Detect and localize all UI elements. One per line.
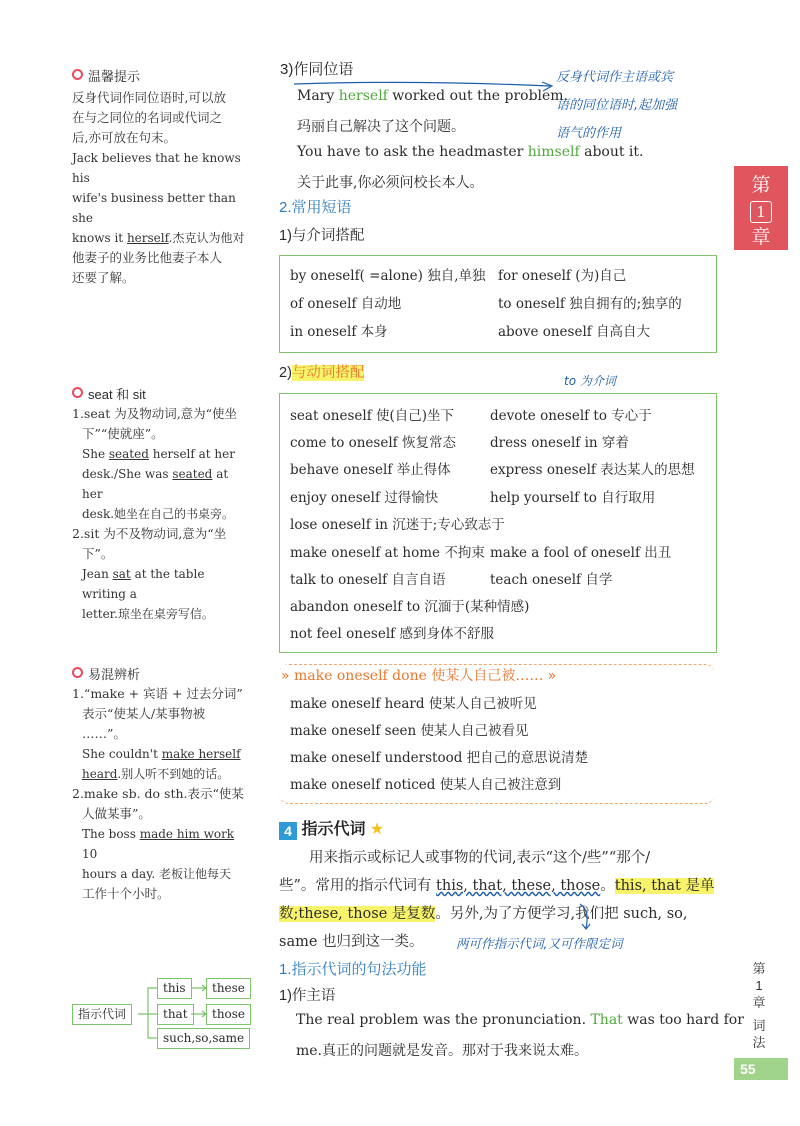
make-phrase: make oneself noticed 使某人自己被注意到 xyxy=(290,777,562,793)
double-arrow-icon: » xyxy=(547,668,557,684)
note-line: 反身代词作主语或宾 xyxy=(556,70,674,85)
tip-text: at the table writing a xyxy=(82,567,205,601)
highlight-text: this, that 是单 xyxy=(614,878,715,894)
subject-example-cn: me.真正的问题就是发音。那对于我来说太难。 xyxy=(296,1043,589,1059)
phrase: come to oneself 恢复常态 xyxy=(290,435,456,451)
tip-text: 10 xyxy=(82,847,98,861)
appositive-example-1-cn: 玛丽自己解决了这个问题。 xyxy=(297,119,465,135)
make-phrase: make oneself seen 使某人自己被看见 xyxy=(290,723,529,739)
tip-underlined: seated xyxy=(172,467,213,481)
chapter-tab-top: 第 xyxy=(751,174,771,196)
phrase: behave oneself 举止得体 xyxy=(290,462,451,478)
phrase: make oneself at home 不拘束 xyxy=(290,545,485,561)
tip-line: 2.sit 为不及物动词,意为“坐 xyxy=(72,526,227,541)
phrase: devote oneself to 专心于 xyxy=(490,408,652,424)
text: about it. xyxy=(579,144,644,160)
phrase: to oneself 独自拥有的;独享的 xyxy=(498,296,682,312)
appositive-example-2-cn: 关于此事,你必须问校长本人。 xyxy=(297,175,484,191)
tip-line: 2.make sb. do sth.表示“使某 xyxy=(72,786,244,801)
highlight-word: himself xyxy=(527,144,580,160)
prep-phrases-box xyxy=(279,255,717,353)
handwritten-pointer xyxy=(576,902,596,932)
tip-line: 下”。 xyxy=(82,546,114,561)
tip-line: 还要了解。 xyxy=(72,270,135,285)
diagram-node-these: these xyxy=(206,978,251,999)
tip-line: 工作十个小时。 xyxy=(82,886,170,901)
para-line: 用来指示或标记人或事物的代词,表示“这个/些”“那个/ xyxy=(309,850,651,866)
tip-text: The boss xyxy=(82,827,140,841)
text: 。 xyxy=(600,878,615,894)
seat-sit-tip-heading xyxy=(72,384,146,403)
tip-text: .杰克认为他对 xyxy=(168,231,245,245)
para-line: same 也归到这一类。 xyxy=(279,934,424,950)
phrase: not feel oneself 感到身体不舒服 xyxy=(290,626,494,642)
diagram-root: 指示代词 xyxy=(72,1004,132,1025)
wavy-underlined: this, that, these, those xyxy=(436,878,601,894)
label-char: 词 xyxy=(752,1018,766,1033)
page-number: 55 xyxy=(734,1058,788,1080)
text: You have to ask the headmaster xyxy=(297,144,528,160)
tip-line: 1.seat 为及物动词,意为“使坐 xyxy=(72,406,238,421)
tip-line: 下”“使就座”。 xyxy=(82,426,164,441)
tip-text: herself at her xyxy=(148,447,235,461)
warm-tip-title: 温馨提示 xyxy=(88,69,141,84)
phrase: by oneself( =alone) 独自,单独 xyxy=(290,268,486,284)
tip-line: letter.琼坐在桌旁写信。 xyxy=(82,607,214,621)
tip-line xyxy=(72,444,252,464)
tip-line xyxy=(72,764,252,784)
text: was too hard for xyxy=(622,1012,744,1028)
label-char: 法 xyxy=(752,1035,766,1050)
seat-sit-tip-body xyxy=(72,404,252,624)
phrase: express oneself 表达某人的思想 xyxy=(490,462,695,478)
para-line xyxy=(279,874,714,895)
sidebar-chapter-label xyxy=(739,960,779,1051)
highlight-text: 与动词搭配 xyxy=(291,365,365,381)
diagram-node-this: this xyxy=(157,978,192,999)
double-arrow-icon: » xyxy=(281,668,290,684)
verb-phrases-box xyxy=(279,393,717,653)
tip-line xyxy=(72,464,252,504)
tip-underlined: sat xyxy=(112,567,131,581)
make-phrase: make oneself understood 把自己的意思说清楚 xyxy=(290,750,589,766)
tip-line: 1.“make + 宾语 + 过去分词” xyxy=(72,686,243,701)
handwritten-note-to: to 为介词 xyxy=(564,374,616,388)
phrase: make a fool of oneself 出丑 xyxy=(490,545,672,561)
make-phrase: make oneself heard 使某人自己被听见 xyxy=(290,696,537,712)
phrase: dress oneself in 穿着 xyxy=(490,435,629,451)
tip-line: 人做某事”。 xyxy=(82,806,151,821)
tip-line: wife's business better than she xyxy=(72,191,236,225)
text: 些”。常用的指示代词有 xyxy=(279,878,437,894)
subject-example xyxy=(296,1012,744,1028)
chapter-tab xyxy=(734,166,788,250)
diagram-node-those: those xyxy=(206,1004,251,1025)
diagram-node-that: that xyxy=(157,1004,194,1025)
tip-line: ……”。 xyxy=(82,726,126,741)
confuse-tip-heading xyxy=(72,664,140,683)
highlight-text: 数;these, those 是复数 xyxy=(279,906,436,922)
tip-line: 他妻子的业务比他妻子本人 xyxy=(72,250,223,265)
tip-underlined: made him work xyxy=(139,827,235,841)
chapter-number: 1 xyxy=(750,201,772,223)
handwritten-note-appositive xyxy=(556,64,677,148)
bullet-icon xyxy=(72,387,83,398)
tip-underlined: heard xyxy=(82,767,118,781)
subject-heading: 1)作主语 xyxy=(279,988,336,1004)
section-4-heading xyxy=(279,816,384,840)
tip-text: She couldn't xyxy=(82,747,162,761)
section-number-badge: 4 xyxy=(279,822,297,840)
note-line: 语气的作用 xyxy=(556,126,622,141)
highlight-word: herself xyxy=(338,88,388,104)
section-title: 指示代词 xyxy=(301,821,366,838)
star-icon: ★ xyxy=(369,819,385,838)
phrase: seat oneself 使(自己)坐下 xyxy=(290,408,455,424)
chapter-tab-bottom: 章 xyxy=(751,226,771,248)
bullet-icon xyxy=(72,667,83,678)
tip-underlined: seated xyxy=(108,447,149,461)
appositive-example-1 xyxy=(297,88,568,104)
phrase: in oneself 本身 xyxy=(290,324,388,340)
phrase: above oneself 自高自大 xyxy=(498,324,651,340)
phrase: teach oneself 自学 xyxy=(490,572,613,588)
tip-underlined: make herself xyxy=(161,747,241,761)
confuse-tip-title: 易混辨析 xyxy=(88,667,141,682)
handwritten-note-demonstrative: 两可作指示代词,又可作限定词 xyxy=(456,936,623,951)
bullet-icon xyxy=(72,69,83,80)
prep-heading: 1)与介词搭配 xyxy=(279,228,365,244)
tip-line: 后,亦可放在句末。 xyxy=(72,130,176,145)
para-line xyxy=(279,902,687,923)
tip-text: She xyxy=(82,447,109,461)
text: The real problem was the pronunciation. xyxy=(296,1012,591,1028)
tip-text: at her xyxy=(82,467,229,501)
confuse-tip-body xyxy=(72,684,252,904)
tip-line: hours a day. 老板让他每天 xyxy=(82,867,232,881)
tip-line xyxy=(72,228,252,248)
verb-heading xyxy=(279,361,364,382)
phrase: for oneself (为)自己 xyxy=(498,268,627,284)
tip-line: 在与之同位的名词或代词之 xyxy=(72,110,223,125)
note-line: 语的同位语时,起加强 xyxy=(556,98,678,113)
warm-tip-body xyxy=(72,88,252,288)
appositive-heading: 3)作同位语 xyxy=(280,61,354,78)
diagram-node-such-so-same: such,so,same xyxy=(157,1028,250,1049)
label-char: 第 xyxy=(752,961,766,976)
tip-line xyxy=(72,564,252,604)
title-text: make oneself done 使某人自己被…… xyxy=(294,668,544,684)
tip-line: desk.她坐在自己的书桌旁。 xyxy=(82,507,235,521)
tip-line: 表示“使某人/某事物被 xyxy=(82,706,206,721)
highlight-word: That xyxy=(590,1012,623,1028)
syntax-heading: 1.指示代词的句法功能 xyxy=(279,961,427,978)
tip-text: desk./She was xyxy=(82,467,173,481)
tip-line xyxy=(72,744,252,764)
make-oneself-done-title xyxy=(281,665,560,685)
common-phrases-heading: 2.常用短语 xyxy=(279,199,352,216)
text: worked out the problem. xyxy=(387,88,569,104)
tip-text: knows it xyxy=(72,231,127,245)
label-char: 章 xyxy=(752,995,766,1010)
seat-tip-title: seat 和 sit xyxy=(88,387,146,402)
text: Mary xyxy=(297,88,339,104)
tip-line: 反身代词作同位语时,可以放 xyxy=(72,90,226,105)
phrase: lose oneself in 沉迷于;专心致志于 xyxy=(290,517,505,533)
phrase: of oneself 自动地 xyxy=(290,296,402,312)
phrase: enjoy oneself 过得愉快 xyxy=(290,490,439,506)
phrase: talk to oneself 自言自语 xyxy=(290,572,446,588)
text: 2) xyxy=(279,365,292,381)
phrase: abandon oneself to 沉湎于(某种情感) xyxy=(290,599,530,615)
tip-line: Jack believes that he knows his xyxy=(72,151,241,185)
tip-text: .别人听不到她的话。 xyxy=(117,767,230,781)
warm-tip-heading xyxy=(72,66,140,85)
phrase: help yourself to 自行取用 xyxy=(490,490,656,506)
tip-line xyxy=(72,824,252,864)
label-char: 1 xyxy=(755,978,763,993)
tip-text: Jean xyxy=(82,567,113,581)
tip-underlined: herself xyxy=(126,231,169,245)
text: 。另外,为了方便学习,我们把 such, so, xyxy=(435,906,688,922)
